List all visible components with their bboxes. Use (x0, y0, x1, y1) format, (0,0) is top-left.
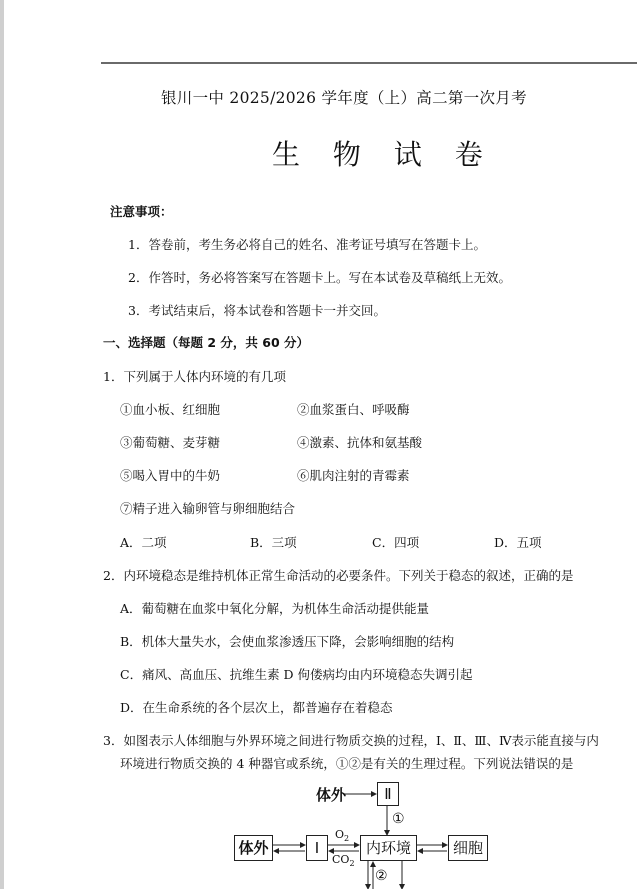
q2-option-a: A．葡萄糖在血浆中氧化分解，为机体生命活动提供能量 (120, 601, 430, 616)
question-1-stem: 1．下列属于人体内环境的有几项 (103, 369, 286, 384)
notice-title: 注意事项： (110, 204, 173, 219)
section-title: 一、选择题（每题 2 分，共 60 分） (103, 335, 310, 350)
q1-option-d: D．五项 (494, 535, 542, 550)
q1-option-a: A．二项 (120, 535, 167, 550)
outside-label-top: 体外 (316, 786, 347, 804)
notice-item: 1．答卷前，考生务必将自己的姓名、准考证号填写在答题卡上。 (128, 237, 486, 252)
q1-item: ③葡萄糖、麦芽糖 (120, 435, 221, 450)
carbon-dioxide-label: $CO_2$ (332, 853, 355, 869)
question-3-stem-line1: 3．如图表示人体细胞与外界环境之间进行物质交换的过程，Ⅰ、Ⅱ、Ⅲ、Ⅳ表示能直接与内 (103, 733, 599, 748)
q1-item: ②血浆蛋白、呼吸酶 (297, 402, 410, 417)
notice-item: 3．考试结束后，将本试卷和答题卡一并交回。 (128, 303, 386, 318)
cell-box: 细胞 (448, 835, 488, 861)
organ-system-I-box: Ⅰ (306, 835, 328, 861)
material-exchange-diagram (220, 775, 510, 889)
outside-box-left: 体外 (234, 835, 273, 861)
q1-option-b: B．三项 (250, 535, 297, 550)
notice-item: 2．作答时，务必将答案写在答题卡上。写在本试卷及草稿纸上无效。 (128, 270, 511, 285)
q1-item: ⑤喝入胃中的牛奶 (120, 468, 221, 483)
q1-option-c: C．四项 (372, 535, 420, 550)
q2-option-d: D．在生命系统的各个层次上，都普遍存在着稳态 (120, 700, 393, 715)
oxygen-label: $O_2$ (335, 828, 350, 844)
organ-system-II-box: Ⅱ (377, 782, 399, 806)
q1-item: ①血小板、红细胞 (120, 402, 221, 417)
school-exam-title: 银川一中 2025/2026 学年度（上）高二第一次月考 (161, 89, 527, 107)
internal-environment-box: 内环境 (360, 835, 417, 861)
subject-title: 生 物 试 卷 (272, 138, 495, 171)
q1-item: ④激素、抗体和氨基酸 (297, 435, 423, 450)
process-1-label: ① (392, 811, 405, 827)
viewer-left-edge (0, 0, 4, 889)
q2-option-b: B．机体大量失水，会使血浆渗透压下降，会影响细胞的结构 (120, 634, 455, 649)
q2-option-c: C．痛风、高血压、抗维生素 D 佝偻病均由内环境稳态失调引起 (120, 667, 473, 682)
question-3-stem-line2: 环境进行物质交换的 4 种器官或系统，①②是有关的生理过程。下列说法错误的是 (120, 756, 574, 771)
q1-item: ⑦精子进入输卵管与卵细胞结合 (120, 501, 296, 516)
header-rule (101, 62, 637, 64)
q1-item: ⑥肌肉注射的青霉素 (297, 468, 410, 483)
process-2-label: ② (375, 868, 388, 884)
question-2-stem: 2．内环境稳态是维持机体正常生命活动的必要条件。下列关于稳态的叙述，正确的是 (103, 568, 574, 583)
diagram-arrows (220, 775, 510, 889)
